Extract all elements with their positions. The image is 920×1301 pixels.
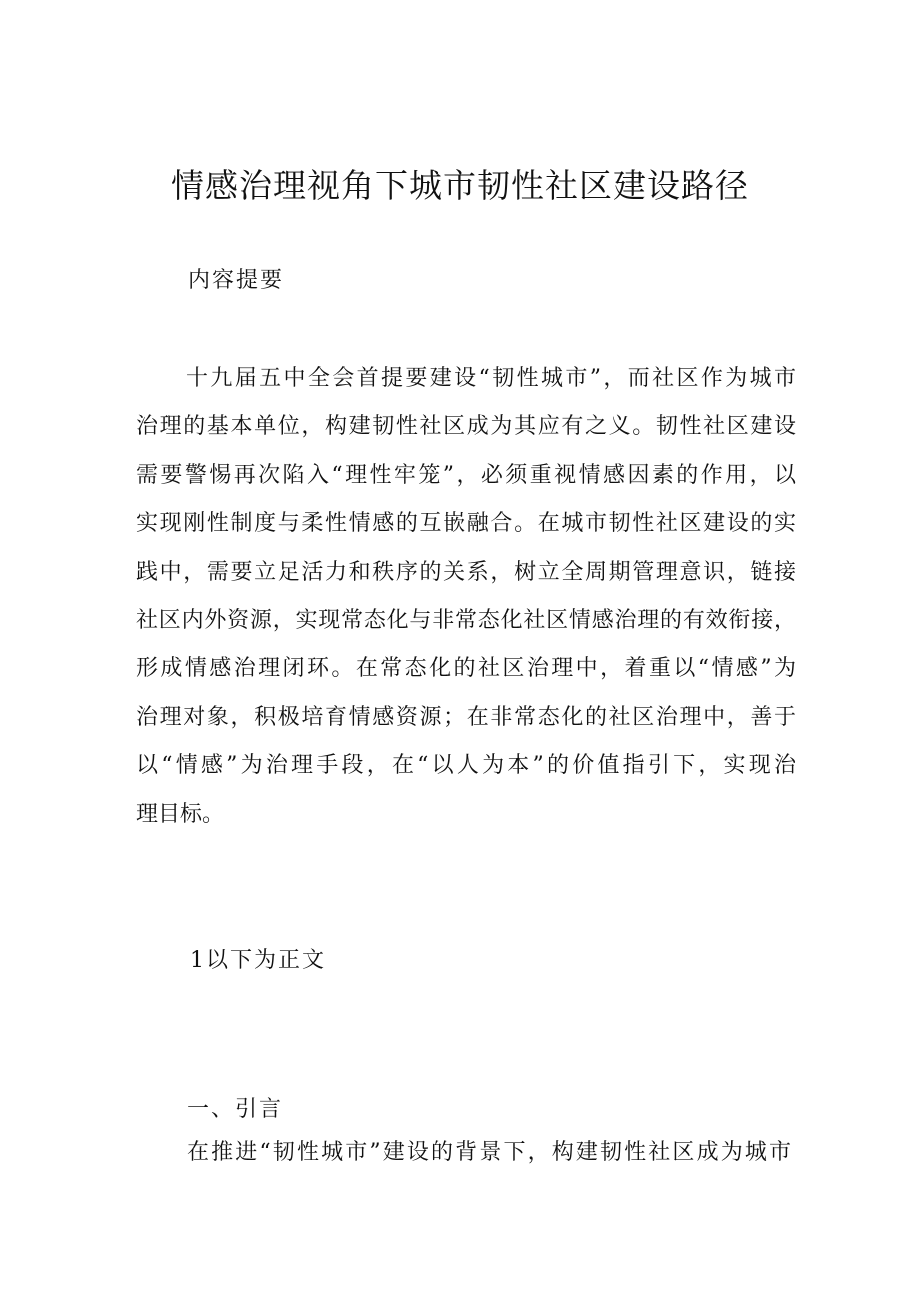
abstract-line: 形成情感治理闭环。在常态化的社区治理中，着重以“情感”为 [136,656,796,682]
abstract-line: 治理对象，积极培育情感资源；在非常态化的社区治理中，善于 [136,704,796,730]
abstract-line: 以“情感”为治理手段，在“以人为本”的价值指引下，实现治 [136,753,796,779]
abstract-line: 需要警惕再次陷入“理性牢笼”，必须重视情感因素的作用，以 [136,462,796,488]
abstract-line: 理目标。 [136,801,225,827]
abstract-line: 实现刚性制度与柔性情感的互嵌融合。在城市韧性社区建设的实 [136,511,796,537]
abstract-line: 十九届五中全会首提要建设“韧性城市”，而社区作为城市 [186,366,796,391]
document-title: 情感治理视角下城市韧性社区建设路径 [171,166,749,205]
section-heading-introduction: 一、引言 [187,1097,284,1122]
abstract-line: 治理的基本单位，构建韧性社区成为其应有之义。韧性社区建设 [136,414,796,440]
abstract-paragraph [136,355,796,839]
body-text-line: 在推进“韧性城市”建设的背景下，构建韧性社区成为城市 [187,1140,791,1165]
abstract-line: 践中，需要立足活力和秩序的关系，树立全周期管理意识，链接 [136,559,796,585]
main-text-marker: 1以下为正文 [190,948,326,973]
abstract-heading: 内容提要 [188,268,285,293]
abstract-line: 社区内外资源，实现常态化与非常态化社区情感治理的有效衔接， [136,607,796,633]
